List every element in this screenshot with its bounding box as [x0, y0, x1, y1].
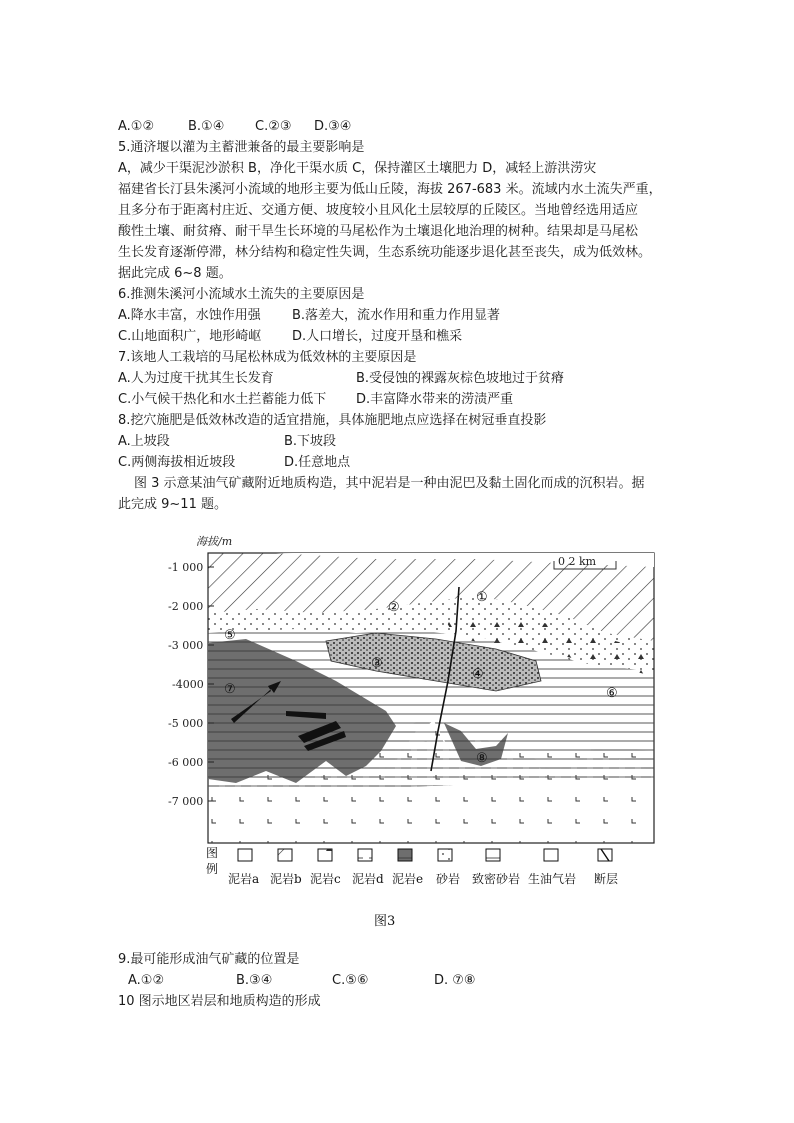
q4-option-b: B.①④: [188, 119, 225, 134]
q7-option-c: C.小气候干热化和水土拦蓄能力低下: [118, 392, 327, 407]
marker-4: ④: [472, 667, 484, 682]
q5-options: A，减少干渠泥沙淤积 B，净化干渠水质 C，保持灌区土壤肥力 D，减轻上游洪涝灾: [118, 161, 597, 176]
passage1-line-2: 且多分布于距离村庄近、交通方便、坡度较小且风化土层较厚的丘陵区。当地曾经选用适应: [118, 203, 639, 218]
q4-option-c: C.②③: [255, 119, 292, 134]
q6-option-c: C.山地面积广，地形崎岖: [118, 329, 262, 344]
q8-stem: 8.挖穴施肥是低效林改造的适宜措施，具体施肥地点应选择在树冠垂直投影: [118, 413, 547, 428]
q7-option-a: A.人为过度干扰其生长发育: [118, 371, 274, 386]
q9-option-c: C.⑤⑥: [332, 973, 369, 988]
y-tick-label: -1 000: [168, 561, 204, 574]
legend-swatch-mudstone-e: [398, 849, 412, 861]
passage1-line-3: 酸性土壤、耐贫瘠、耐干旱生长环境的马尾松作为土壤退化地治理的树种。结果却是马尾松: [118, 224, 639, 239]
legend-label: 生油气岩: [528, 872, 577, 886]
legend-label: 泥岩c: [310, 872, 341, 886]
passage2-line-1: 图 3 示意某油气矿藏附近地质构造，其中泥岩是一种由泥巴及黏土固化而成的沉积岩。据: [134, 476, 645, 491]
marker-7: ⑦: [224, 682, 236, 697]
q4-option-d: D.③④: [314, 119, 352, 134]
legend-swatch-mudstone-c: [318, 849, 332, 861]
legend-label: 致密砂岩: [472, 872, 521, 886]
scale-label: 0 2 km: [558, 555, 597, 568]
q6-stem: 6.推测朱溪河小流域水土流失的主要原因是: [118, 287, 365, 302]
y-tick-label: -6 000: [168, 756, 204, 769]
q6-option-d: D.人口增长，过度开垦和樵采: [292, 329, 463, 344]
legend-label: 断层: [594, 872, 619, 886]
legend-label: 砂岩: [436, 872, 461, 886]
q9-option-d: D. ⑦⑧: [434, 973, 476, 988]
legend-title-1: 图: [206, 846, 219, 860]
legend-title-2: 例: [206, 862, 219, 876]
y-tick-label: -3 000: [168, 639, 204, 652]
legend-swatch-sandstone: [438, 849, 452, 861]
q8-option-c: C.两侧海拔相近坡段: [118, 455, 236, 470]
passage1-line-1: 福建省长汀县朱溪河小流域的地形主要为低山丘陵，海拔 267-683 米。流域内水土流失严重，: [118, 182, 662, 197]
marker-1: ①: [476, 590, 488, 605]
legend-swatch-dense-sandstone: [486, 849, 500, 861]
marker-8: ⑧: [476, 751, 488, 766]
figure-caption: 图3: [374, 914, 396, 929]
legend-swatch-mudstone-d: [358, 849, 372, 861]
geologic-cross-section-figure: [168, 521, 666, 941]
q9-option-b: B.③④: [236, 973, 273, 988]
passage1-line-4: 生长发育逐渐停滞，林分结构和稳定性失调，生态系统功能逐步退化甚至丧失，成为低效林。: [118, 245, 652, 260]
legend-label: 泥岩d: [352, 872, 384, 886]
legend-label: 泥岩e: [392, 872, 424, 886]
legend: [206, 846, 618, 886]
q5-stem: 5.通济堰以灌为主蓄泄兼备的最主要影响是: [118, 140, 365, 155]
legend-swatch-source-rock: [544, 849, 558, 861]
q7-stem: 7.该地人工栽培的马尾松林成为低效林的主要原因是: [118, 350, 417, 365]
y-tick-label: -5 000: [168, 717, 204, 730]
q6-option-a: A.降水丰富，水蚀作用强: [118, 308, 261, 323]
y-tick-label: -4000: [172, 678, 204, 691]
q6-option-b: B.落差大，流水作用和重力作用显著: [292, 308, 501, 323]
marker-5: ⑤: [224, 628, 236, 643]
q8-option-b: B.下坡段: [284, 434, 337, 449]
marker-2: ②: [388, 600, 400, 615]
q10-stem: 10 图示地区岩层和地质构造的形成: [118, 994, 321, 1009]
y-tick-label: -7 000: [168, 795, 204, 808]
marker-6: ⑥: [606, 686, 618, 701]
legend-label: 泥岩b: [270, 872, 302, 886]
q9-stem: 9.最可能形成油气矿藏的位置是: [118, 952, 300, 967]
q8-option-a: A.上坡段: [118, 434, 170, 449]
legend-swatch-mudstone-b: [278, 849, 292, 861]
y-tick-label: -2 000: [168, 600, 204, 613]
q9-option-a: A.①②: [128, 973, 165, 988]
passage1-line-5: 据此完成 6~8 题。: [118, 266, 232, 281]
q7-option-b: B.受侵蚀的裸露灰棕色坡地过于贫瘠: [356, 371, 565, 386]
q8-option-d: D.任意地点: [284, 455, 351, 470]
y-axis-title: 海拔/m: [196, 535, 233, 548]
legend-label: 泥岩a: [228, 872, 260, 886]
marker-3: ③: [371, 656, 383, 671]
q4-option-a: A.①②: [118, 119, 155, 134]
legend-swatch-mudstone-a: [238, 849, 252, 861]
q7-option-d: D.丰富降水带来的涝渍严重: [356, 392, 514, 407]
passage2-line-2: 此完成 9~11 题。: [118, 497, 227, 512]
